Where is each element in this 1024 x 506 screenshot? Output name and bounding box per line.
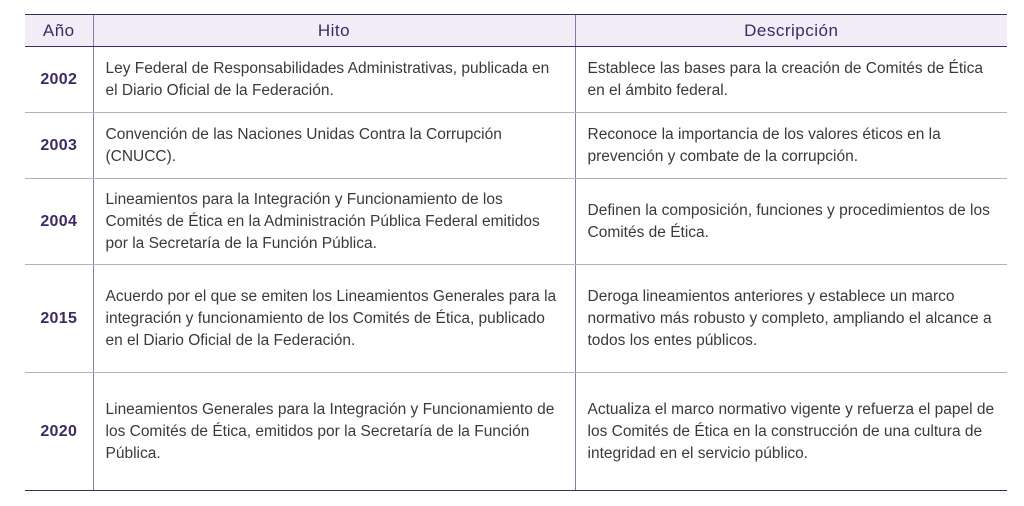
table-row xyxy=(25,113,1007,179)
column-header-year: Año xyxy=(25,15,93,47)
year-cell: 2002 xyxy=(25,47,93,113)
description-cell: Definen la composición, funciones y procedimientos de los Comités de Ética. xyxy=(575,179,1007,265)
description-cell: Deroga lineamientos anteriores y establece un marco normativo más robusto y completo, ampliando el alcance a todos los entes públicos. xyxy=(575,265,1007,373)
milestone-cell: Convención de las Naciones Unidas Contra la Corrupción (CNUCC). xyxy=(93,113,575,179)
year-cell: 2003 xyxy=(25,113,93,179)
table-header xyxy=(25,15,1007,47)
description-cell: Reconoce la importancia de los valores éticos en la prevención y combate de la corrupción. xyxy=(575,113,1007,179)
year-cell: 2020 xyxy=(25,373,93,491)
milestone-cell: Lineamientos Generales para la Integración y Funcionamiento de los Comités de Ética, emitidos por la Secretaría de la Función Pública. xyxy=(93,373,575,491)
milestone-cell: Lineamientos para la Integración y Funcionamiento de los Comités de Ética en la Administración Pública Federal emitidos por la Secretaría de la Función Pública. xyxy=(93,179,575,265)
year-cell: 2015 xyxy=(25,265,93,373)
table-row xyxy=(25,47,1007,113)
table-body xyxy=(25,47,1007,491)
milestone-cell: Acuerdo por el que se emiten los Lineamientos Generales para la integración y funcionamiento de los Comités de Ética, publicado en el Diario Oficial de la Federación. xyxy=(93,265,575,373)
header-row xyxy=(25,15,1007,47)
table-row xyxy=(25,265,1007,373)
column-header-description: Descripción xyxy=(575,15,1007,47)
table-row xyxy=(25,373,1007,491)
description-cell: Establece las bases para la creación de Comités de Ética en el ámbito federal. xyxy=(575,47,1007,113)
description-cell: Actualiza el marco normativo vigente y refuerza el papel de los Comités de Ética en la construcción de una cultura de integridad en el servicio público. xyxy=(575,373,1007,491)
year-cell: 2004 xyxy=(25,179,93,265)
milestone-cell: Ley Federal de Responsabilidades Administrativas, publicada en el Diario Oficial de la Federación. xyxy=(93,47,575,113)
table-row xyxy=(25,179,1007,265)
column-header-milestone: Hito xyxy=(93,15,575,47)
milestones-table xyxy=(25,14,1007,491)
